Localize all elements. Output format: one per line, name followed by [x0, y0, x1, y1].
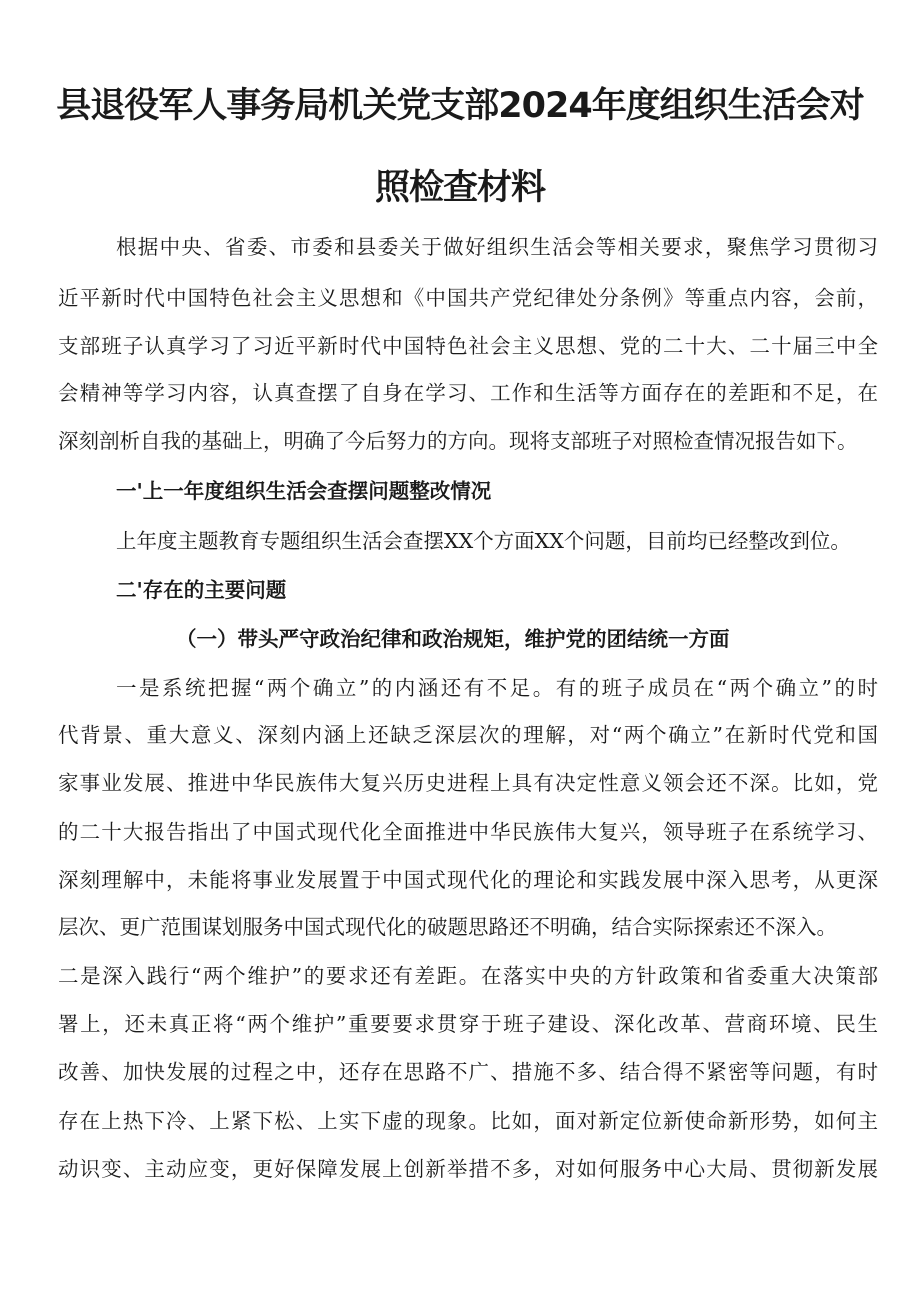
- document-title-line-1: 县退役军人事务局机关党支部2024年度组织生活会对: [56, 86, 864, 126]
- intro-line: 近平新时代中国特色社会主义思想和《中国共产党纪律处分条例》等重点内容，会前，: [58, 286, 878, 310]
- section-1-text: 上年度主题教育专题组织生活会查摆XX个方面XX个问题，目前均已经整改到位。: [116, 529, 851, 553]
- section-2-heading: 二'存在的主要问题: [116, 578, 287, 602]
- intro-line: 根据中央、省委、市委和县委关于做好组织生活会等相关要求，聚焦学习贯彻习: [116, 235, 878, 259]
- paragraph-line: 的二十大报告指出了中国式现代化全面推进中华民族伟大复兴，领导班子在系统学习、: [58, 820, 878, 844]
- paragraph-line: 改善、加快发展的过程之中，还存在思路不广、措施不多、结合得不紧密等问题，有时: [58, 1060, 878, 1084]
- paragraph-line: 动识变、主动应变，更好保障发展上创新举措不多，对如何服务中心大局、贯彻新发展: [58, 1157, 878, 1181]
- paragraph-line: 深刻理解中，未能将事业发展置于中国式现代化的理论和实践发展中深入思考，从更深: [58, 868, 878, 892]
- paragraph-line: 二是深入践行“两个维护”的要求还有差距。在落实中央的方针政策和省委重大决策部: [58, 964, 878, 988]
- intro-line: 会精神等学习内容，认真查摆了自身在学习、工作和生活等方面存在的差距和不足，在: [58, 381, 878, 405]
- subsection-1-heading: （一）带头严守政治纪律和政治规矩，维护党的团结统一方面: [176, 627, 730, 651]
- intro-line: 深刻剖析自我的基础上，明确了今后努力的方向。现将支部班子对照检查情况报告如下。: [58, 429, 858, 453]
- intro-line: 支部班子认真学习了习近平新时代中国特色社会主义思想、党的二十大、二十届三中全: [58, 334, 878, 358]
- paragraph-line: 层次、更广范围谋划服务中国式现代化的破题思路还不明确，结合实际探索还不深入。: [58, 915, 837, 939]
- paragraph-line: 存在上热下冷、上紧下松、上实下虚的现象。比如，面对新定位新使命新形势，如何主: [58, 1109, 878, 1133]
- paragraph-line: 署上，还未真正将“两个维护”重要要求贯穿于班子建设、深化改革、营商环境、民生: [58, 1012, 878, 1036]
- section-1-heading: 一'上一年度组织生活会查摆问题整改情况: [116, 479, 492, 503]
- document-title-line-2: 照检查材料: [374, 168, 545, 208]
- paragraph-line: 代背景、重大意义、深刻内涵上还缺乏深层次的理解，对“两个确立”在新时代党和国: [58, 723, 878, 747]
- paragraph-line: 家事业发展、推进中华民族伟大复兴历史进程上具有决定性意义领会还不深。比如，党: [58, 771, 878, 795]
- paragraph-line: 一是系统把握“两个确立”的内涵还有不足。有的班子成员在“两个确立”的时: [116, 676, 878, 700]
